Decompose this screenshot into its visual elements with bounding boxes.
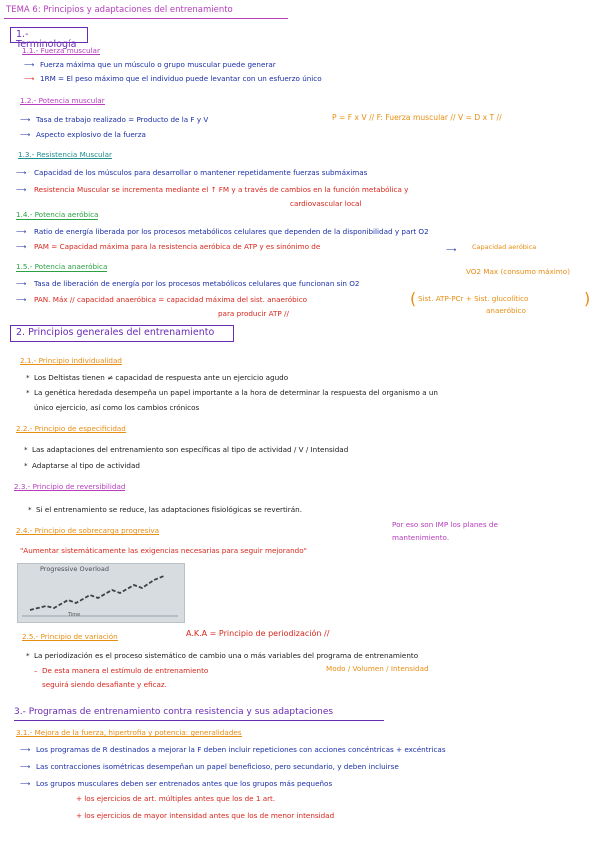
s11-line-2: 1RM = El peso máximo que el individuo puede levantar con un esfuerzo único [40, 74, 322, 83]
s22-line-2: Adaptarse al tipo de actividad [32, 461, 140, 470]
s12-formula: P = F x V // F: Fuerza muscular // V = D x T // [332, 113, 502, 122]
s31-heading: 3.1.- Mejora de la fuerza, hipertrofia y potencia: generalidades [16, 728, 242, 737]
s21-line-1: Los Deltistas tienen ≠ capacidad de respuesta ante un ejercicio agudo [34, 373, 289, 382]
s23-bullet-1: * [28, 505, 32, 514]
s14-heading: 1.4.- Potencia aeróbica [16, 210, 99, 219]
s31-line-3: Los grupos musculares deben ser entrenados antes que los grupos más pequeños [36, 779, 333, 788]
s31-arrow-1: ⟶ [20, 745, 31, 754]
s11-line-1: Fuerza máxima que un músculo o grupo muscular puede generar [40, 60, 276, 69]
s15-line-1: Tasa de liberación de energía por los procesos metabólicos celulares que funcionan sin O2 [34, 279, 360, 288]
chart-svg [18, 564, 182, 620]
s11-arrow-2: ⟶ [24, 74, 35, 83]
s12-heading: 1.2.- Potencia muscular [20, 96, 105, 105]
s12-arrow-2: ⟶ [20, 130, 31, 139]
s14-line-2: PAM = Capacidad máxima para la resistencia aeróbica de ATP y es sinónimo de [34, 242, 321, 251]
section-2-heading: 2. Principios generales del entrenamiento [10, 325, 234, 342]
s31-arrow-3: ⟶ [20, 779, 31, 788]
chart-caption: Time [68, 612, 81, 618]
s31-line-5: + los ejercicios de mayor intensidad antes que los de menor intensidad [76, 811, 335, 820]
section-1-heading: 1.- Terminología [10, 27, 88, 43]
s14-note-1: Capacidad aeróbica [472, 243, 537, 251]
s21-bullet-1: * [26, 373, 30, 382]
s13-arrow-1: ⟶ [16, 168, 27, 177]
s12-arrow-1: ⟶ [20, 115, 31, 124]
s23-note-1: Por eso son IMP los planes de [392, 520, 498, 529]
s11-arrow-1: ⟶ [24, 60, 35, 69]
s15-line-2b: para producir ATP // [218, 309, 289, 318]
s14-arrow-3: ⟶ [446, 245, 457, 254]
s22-heading: 2.2.- Principio de especificidad [16, 424, 126, 433]
s13-line-2a: Resistencia Muscular se incrementa mediante el ↑ FM y a través de cambios en la función metabólica y [34, 185, 409, 194]
section-3-underline [14, 720, 384, 721]
s14-note-2: VO2 Max (consumo máximo) [466, 267, 571, 276]
s25-line-1-note: Modo / Volumen / Intensidad [326, 664, 429, 673]
s25-line-1: La periodización es el proceso sistemático de cambio una o más variables del programa de entrenamiento [34, 651, 419, 660]
s25-line-3: seguirá siendo desafiante y eficaz. [42, 680, 167, 689]
s23-note-2: mantenimiento. [392, 533, 450, 542]
s22-line-1: Las adaptaciones del entrenamiento son específicas al tipo de actividad / V / Intensidad [32, 445, 349, 454]
progressive-overload-chart [17, 563, 185, 623]
s25-line-2: De esta manera el estímulo de entrenamiento [42, 666, 209, 675]
s31-arrow-2: ⟶ [20, 762, 31, 771]
s15-paren-line-1: Sist. ATP-PCr + Sist. glucolítico [418, 294, 529, 303]
s13-heading: 1.3.- Resistencia Muscular [18, 150, 112, 159]
s22-bullet-1: * [24, 445, 28, 454]
s25-aka: A.K.A = Principio de periodización // [186, 629, 330, 638]
s31-line-4: + los ejercicios de art. múltiples antes que los de 1 art. [76, 794, 276, 803]
title-underline [4, 18, 288, 19]
page-title: TEMA 6: Principios y adaptaciones del entrenamiento [6, 5, 233, 15]
s14-arrow-1: ⟶ [16, 227, 27, 236]
s25-heading: 2.5.- Principio de variación [22, 632, 118, 641]
s31-line-1: Los programas de R destinados a mejorar la F deben incluir repeticiones con acciones concéntricas + excéntricas [36, 745, 446, 754]
s11-heading: 1.1.- Fuerza muscular [22, 46, 100, 55]
s21-bullet-2: * [26, 388, 30, 397]
s25-bullet-1: * [26, 651, 30, 660]
s21-line-3: único ejercicio, así como los cambios crónicos [34, 403, 200, 412]
s12-line-1: Tasa de trabajo realizado = Producto de la F y V [36, 115, 209, 124]
section-3-heading: 3.- Programas de entrenamiento contra resistencia y sus adaptaciones [14, 707, 334, 717]
s21-heading: 2.1.- Principio individualidad [20, 356, 122, 365]
s25-dash: – [34, 666, 38, 675]
chart-title: Progressive Overload [40, 565, 109, 573]
s31-line-2: Las contracciones isométricas desempeñan un papel beneficioso, pero secundario, y deben incluirse [36, 762, 399, 771]
s14-line-1: Ratio de energía liberada por los procesos metabólicos celulares que dependen de la disponibilidad y part O2 [34, 227, 429, 236]
s23-line-1: Si el entrenamiento se reduce, las adaptaciones fisiológicas se revertirán. [36, 505, 302, 514]
chart-trend-line [30, 576, 164, 610]
s23-heading: 2.3.- Principio de reversibilidad [14, 482, 126, 491]
s15-paren-line-2: anaeróbico [486, 306, 526, 315]
s15-arrow-1: ⟶ [16, 279, 27, 288]
s13-line-2b: cardiovascular local [290, 199, 362, 208]
s13-arrow-2: ⟶ [16, 185, 27, 194]
s15-paren-open: ( [410, 289, 417, 308]
s12-line-2: Aspecto explosivo de la fuerza [36, 130, 146, 139]
s15-line-2a: PAN. Máx // capacidad anaeróbica = capacidad máxima del sist. anaeróbico [34, 295, 308, 304]
s13-line-1: Capacidad de los músculos para desarrollar o mantener repetidamente fuerzas submáximas [34, 168, 368, 177]
s24-line-1: "Aumentar sistemáticamente las exigencias necesarias para seguir mejorando" [20, 546, 307, 555]
s22-bullet-2: * [24, 461, 28, 470]
s15-paren-close: ) [584, 289, 591, 308]
s24-heading: 2.4.- Principio de sobrecarga progresiva [16, 526, 160, 535]
s15-heading: 1.5.- Potencia anaeróbica [16, 262, 108, 271]
s14-arrow-2: ⟶ [16, 242, 27, 251]
s15-arrow-2: ⟶ [16, 295, 27, 304]
s21-line-2: La genética heredada desempeña un papel importante a la hora de determinar la respuesta del organismo a un [34, 388, 438, 397]
